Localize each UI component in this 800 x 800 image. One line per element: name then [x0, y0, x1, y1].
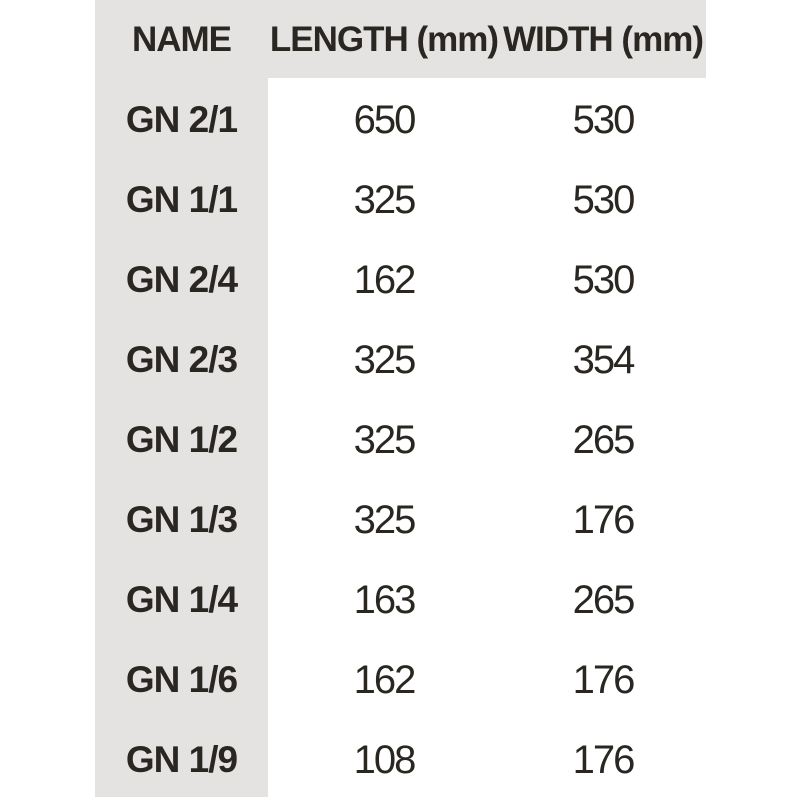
column-header-width: WIDTH (mm) — [503, 20, 703, 59]
table-cell-length: 108 — [353, 737, 415, 782]
table-cell-width: 265 — [572, 417, 634, 462]
table-cell-name: GN 2/4 — [125, 259, 238, 300]
table-cell-name: GN 1/1 — [125, 179, 238, 220]
table-cell-length: 162 — [353, 257, 415, 302]
table-cell-width: 530 — [572, 257, 634, 302]
table-cell-name: GN 1/2 — [125, 419, 238, 460]
table-cell-name: GN 2/1 — [125, 99, 238, 140]
table-cell-width: 176 — [572, 657, 634, 702]
table-cell-name: GN 1/6 — [125, 659, 238, 700]
gastronorm-size-table — [95, 0, 706, 800]
table-cell-length: 650 — [353, 97, 415, 142]
table-cell-name: GN 1/9 — [125, 739, 238, 780]
table-cell-length: 162 — [353, 657, 415, 702]
table-cell-width: 354 — [572, 337, 634, 382]
table-cell-length: 325 — [353, 417, 415, 462]
table-cell-length: 163 — [353, 577, 415, 622]
column-header-name: NAME — [131, 20, 232, 59]
table-cell-width: 176 — [572, 497, 634, 542]
table-cell-length: 325 — [353, 177, 415, 222]
column-header-length: LENGTH (mm) — [269, 20, 499, 59]
table-cell-width: 530 — [572, 97, 634, 142]
table-cell-length: 325 — [353, 337, 415, 382]
table-cell-width: 530 — [572, 177, 634, 222]
table-cell-name: GN 1/3 — [125, 499, 238, 540]
table-cell-width: 265 — [572, 577, 634, 622]
table-cell-name: GN 1/4 — [125, 579, 238, 620]
table-cell-length: 325 — [353, 497, 415, 542]
table-cell-name: GN 2/3 — [125, 339, 238, 380]
table-cell-width: 176 — [572, 737, 634, 782]
